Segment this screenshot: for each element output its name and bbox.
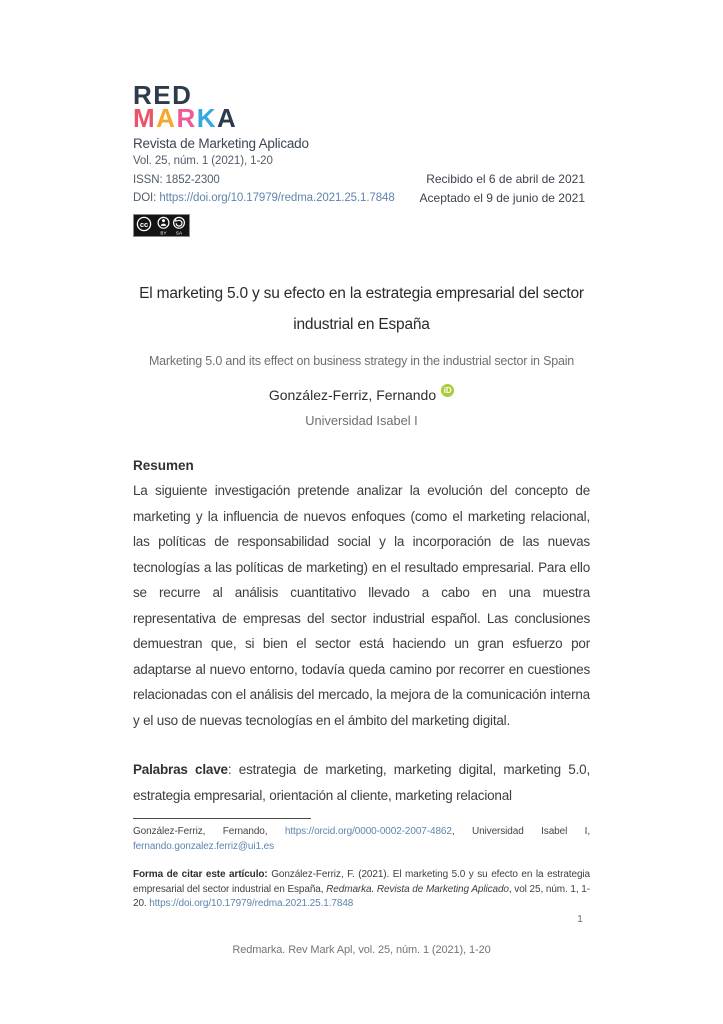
article-body xyxy=(133,278,590,808)
logo-marka-letter: K xyxy=(196,103,218,133)
footnote-author: González-Ferriz, Fernando, xyxy=(133,826,285,837)
article-title: El marketing 5.0 y su efecto en la estrategia empresarial del sector industrial en España xyxy=(139,285,584,333)
logo-marka-letter: A xyxy=(156,103,177,133)
author-name: González-Ferriz, Fernando xyxy=(268,387,437,403)
footnote-block xyxy=(133,818,590,912)
citation-label: Forma de citar este artículo: xyxy=(133,869,272,880)
doi-line xyxy=(133,191,395,207)
citation-journal-italic: Redmarka. Revista de Marketing Aplicado xyxy=(326,883,509,895)
footnote-rule xyxy=(133,818,311,819)
doi-label: DOI: xyxy=(133,192,160,204)
keywords-label: Palabras clave xyxy=(133,762,228,777)
by-person-icon xyxy=(162,219,165,222)
citation-text1: González-Ferriz, F. (2021). El marketing 5.0 y su efecto en la estrategia empresarial del sector industrial en España, xyxy=(133,869,590,895)
logo-marka-letter: A xyxy=(217,103,238,133)
logo-marka-letter: R xyxy=(176,103,197,133)
abstract-text: La siguiente investigación pretende analizar la evolución del concepto de marketing y la influencia de nuevos enfoques (como el marketing relacional, las políticas de responsabilidad social y la incorporación de las nuevas tecnologías a las políticas de marketing) en el resultado empresarial. Para ello se recurre al análisis cuantitativo llevado a cabo en una muestra representativa de empresas del sector industrial español. Las conclusiones demuestran que, si bien el sector está haciendo un gran esfuerzo por adaptarse al nuevo entorno, todavía queda camino por recorrer en cuestiones relacionadas con el análisis del mercado, la mejora de la comunicación interna y el uso de nuevas tecnologías en el ámbito del marketing digital. xyxy=(133,483,590,728)
cc-by-sa-badge[interactable] xyxy=(133,214,190,237)
by-label: BY xyxy=(160,229,167,235)
redmarka-logo-line2 xyxy=(133,103,395,133)
keywords-text: : estrategia de marketing, marketing digital, marketing 5.0, estrategia empresarial, orientación al cliente, marketing relacional xyxy=(133,762,590,803)
page-number: 1 xyxy=(577,913,583,925)
journal-name: Revista de Marketing Aplicado xyxy=(133,136,309,151)
journal-header xyxy=(133,80,395,242)
citation-doi-link[interactable]: https://doi.org/10.17979/redma.2021.25.1.7848 xyxy=(149,898,354,909)
submission-dates xyxy=(420,170,585,208)
author-affiliation: Universidad Isabel I xyxy=(305,413,418,428)
citation-paragraph xyxy=(133,868,590,912)
keywords-paragraph xyxy=(133,757,590,808)
received-date: Recibido el 6 de abril de 2021 xyxy=(426,172,585,186)
orcid-link[interactable]: https://orcid.org/0000-0002-2007-4862 xyxy=(284,826,452,837)
author-row xyxy=(133,387,590,404)
logo-red-text: RED xyxy=(133,80,193,110)
orcid-icon[interactable]: iD xyxy=(441,384,454,397)
running-footer: Redmarka. Rev Mark Apl, vol. 25, núm. 1 (2021), 1-20 xyxy=(232,944,491,956)
accepted-date: Aceptado el 9 de junio de 2021 xyxy=(419,191,585,205)
email-link[interactable]: fernando.gonzalez.ferriz@ui1.es xyxy=(133,840,275,852)
issn-line: ISSN: 1852-2300 xyxy=(133,173,220,186)
article-title-english: Marketing 5.0 and its effect on business strategy in the industrial sector in Spain xyxy=(148,354,575,368)
footnote-affiliation: , Universidad Isabel I, xyxy=(451,826,590,837)
volume-line: Vol. 25, núm. 1 (2021), 1-20 xyxy=(133,155,273,167)
cc-by-sa-badge-graphic xyxy=(133,214,190,237)
doi-link[interactable]: https://doi.org/10.17979/redma.2021.25.1.7848 xyxy=(159,192,395,204)
sa-label: SA xyxy=(175,229,183,235)
cc-glyph: cc xyxy=(139,219,149,229)
author-footnote xyxy=(133,825,590,854)
logo-marka-letter: M xyxy=(133,103,157,133)
citation-text2: , vol 25, núm. 1, 1-20. xyxy=(133,883,590,909)
abstract-heading: Resumen xyxy=(133,458,194,473)
